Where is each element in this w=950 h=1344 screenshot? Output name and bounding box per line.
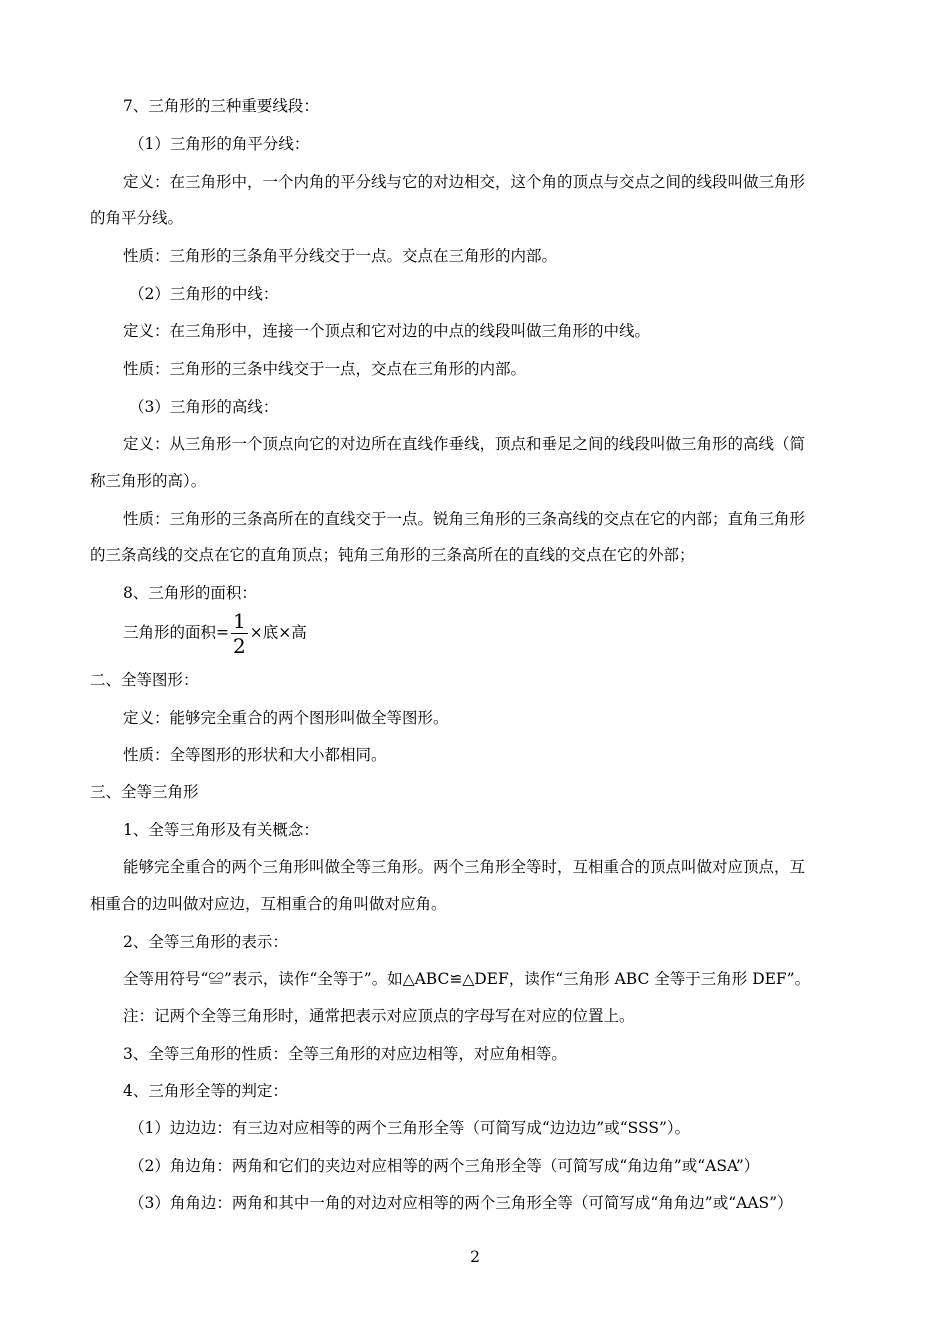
paragraph-line: 性质：全等图形的形状和大小都相同。: [123, 746, 387, 764]
page-number: 2: [470, 1248, 480, 1266]
section-heading: 2、全等三角形的表示：: [123, 933, 288, 951]
list-item: （2）角边角：两角和它们的夹边对应相等的两个三角形全等（可简写成“角边角”或“ASA”）: [129, 1157, 760, 1175]
fraction-denominator: 2: [233, 634, 246, 658]
section-heading: 4、三角形全等的判定：: [123, 1082, 288, 1100]
fraction: [231, 610, 248, 657]
paragraph-line: 注：记两个全等三角形时，通常把表示对应顶点的字母写在对应的位置上。: [123, 1007, 635, 1025]
subsection-heading: （3）三角形的高线：: [129, 398, 279, 416]
paragraph-line: 的三条高线的交点在它的直角顶点；钝角三角形的三条高所在的直线的交点在它的外部；: [90, 546, 695, 564]
paragraph-line: 称三角形的高）。: [90, 472, 207, 490]
paragraph-line: 性质：三角形的三条角平分线交于一点。交点在三角形的内部。: [123, 247, 558, 265]
paragraph-line: 性质：三角形的三条中线交于一点，交点在三角形的内部。: [123, 360, 527, 378]
list-item: （1）边边边：有三边对应相等的两个三角形全等（可简写成“边边边”或“SSS”）。: [129, 1119, 691, 1137]
subsection-heading: （2）三角形的中线：: [129, 285, 279, 303]
formula-suffix: ×底×高: [249, 623, 307, 642]
paragraph-line: 3、全等三角形的性质：全等三角形的对应边相等，对应角相等。: [123, 1045, 567, 1063]
section-heading: 1、全等三角形及有关概念：: [123, 821, 319, 839]
section-heading: 8、三角形的面积：: [123, 584, 257, 602]
list-item: （3）角角边：两角和其中一角的对边对应相等的两个三角形全等（可简写成“角角边”或“AAS”）: [129, 1194, 793, 1212]
formula-prefix: 三角形的面积=: [123, 623, 229, 642]
fraction-numerator: 1: [233, 609, 246, 633]
chapter-heading: 二、全等图形：: [90, 671, 199, 689]
paragraph-line: 能够完全重合的两个三角形叫做全等三角形。两个三角形全等时，互相重合的顶点叫做对应顶点，互: [123, 858, 806, 876]
paragraph-line: 相重合的边叫做对应边，互相重合的角叫做对应角。: [90, 895, 447, 913]
area-formula: [123, 610, 307, 657]
paragraph-line: 全等用符号“≌”表示，读作“全等于”。如△ABC≌△DEF，读作“三角形 ABC 全等于三角形 DEF”。: [123, 970, 811, 988]
paragraph-line: 定义：在三角形中，连接一个顶点和它对边的中点的线段叫做三角形的中线。: [123, 322, 651, 340]
paragraph-line: 的角平分线。: [90, 209, 184, 227]
subsection-heading: （1）三角形的角平分线：: [129, 135, 310, 153]
section-heading: 7、三角形的三种重要线段：: [123, 97, 319, 115]
paragraph-line: 定义：能够完全重合的两个图形叫做全等图形。: [123, 709, 449, 727]
paragraph-line: 定义：在三角形中，一个内角的平分线与它的对边相交，这个角的顶点与交点之间的线段叫做三角形: [123, 173, 806, 191]
chapter-heading: 三、全等三角形: [90, 783, 199, 801]
paragraph-line: 定义：从三角形一个顶点向它的对边所在直线作垂线，顶点和垂足之间的线段叫做三角形的高线（简: [123, 435, 806, 453]
paragraph-line: 性质：三角形的三条高所在的直线交于一点。锐角三角形的三条高线的交点在它的内部；直角三角形: [123, 510, 806, 528]
